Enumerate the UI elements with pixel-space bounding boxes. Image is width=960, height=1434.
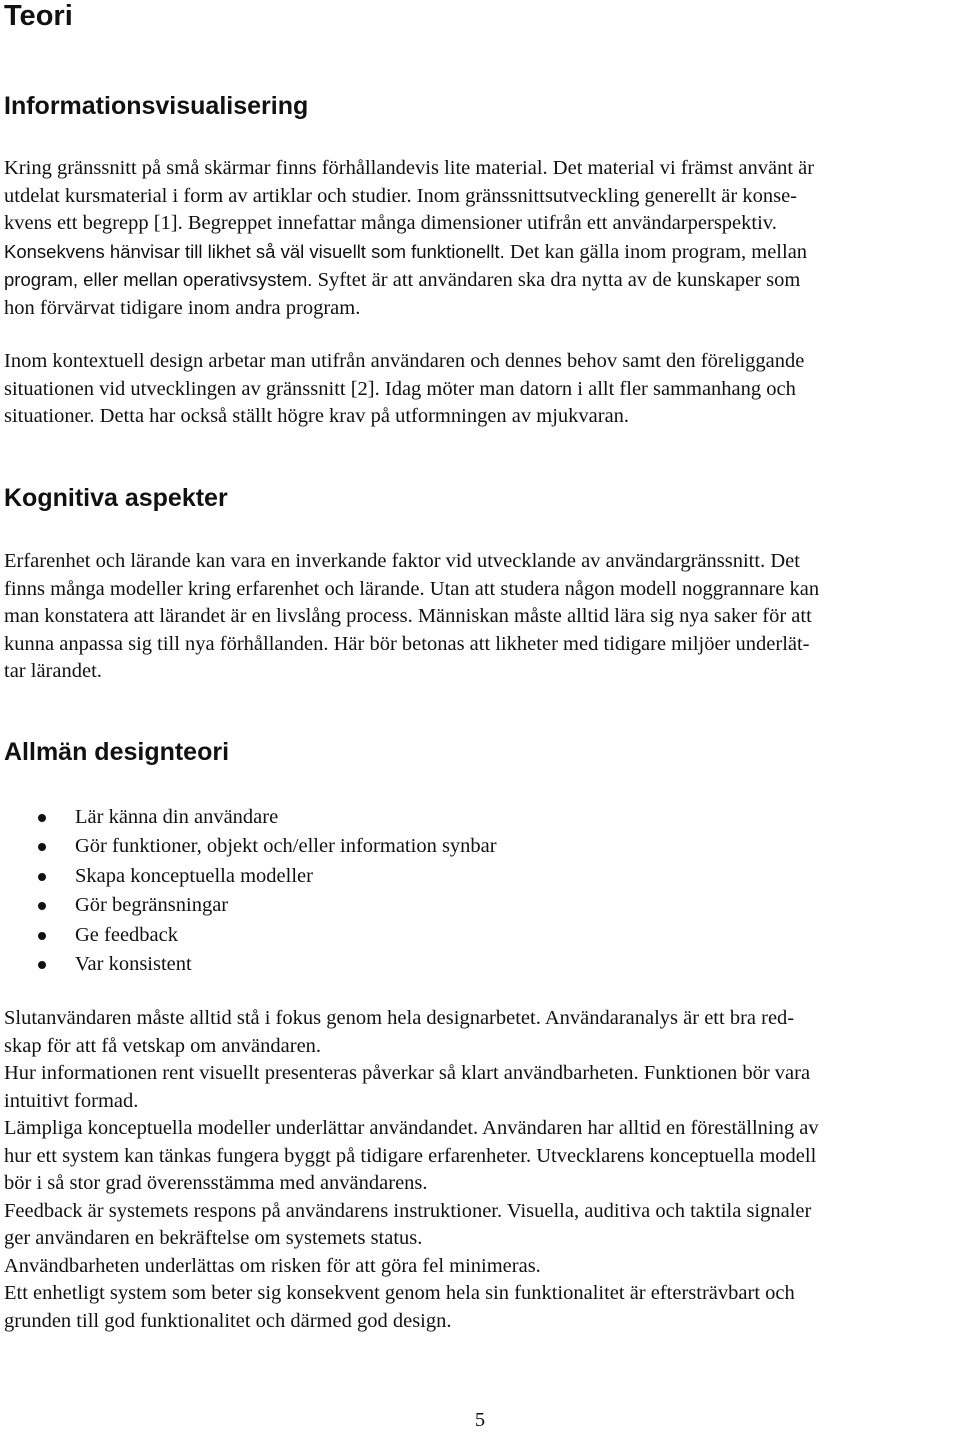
bullet-icon <box>38 873 46 881</box>
list-item-text: Ge feedback <box>75 923 179 946</box>
design-principles-list <box>0 803 497 979</box>
list-item <box>0 921 497 950</box>
text-line: Erfarenhet och lärande kan vara en inverkande faktor vid utvecklande av användargränssnitt. Det <box>4 550 800 572</box>
text-line: ger användaren en bekräftelse om systemets status. <box>4 1227 423 1249</box>
text-segment: Det kan gälla inom program, mellan <box>504 240 808 263</box>
text-line: Slutanvändaren måste alltid stå i fokus genom hela designarbetet. Användaranalys är ett bra red- <box>4 1007 795 1029</box>
heading-allman-designteori: Allmän designteori <box>4 738 230 766</box>
text-line: finns många modeller kring erfarenhet och lärande. Utan att studera någon modell noggrannare kan <box>4 577 820 600</box>
list-item <box>0 950 497 979</box>
paragraph-erfarenhet <box>4 548 819 686</box>
text-line: Hur informationen rent visuellt presenteras påverkar så klart användbarheten. Funktionen bör vara <box>4 1062 811 1084</box>
bullet-icon <box>38 932 46 940</box>
text-line: utdelat kursmaterial i form av artiklar och studier. Inom gränssnittsutveckling generellt är konse- <box>4 184 798 207</box>
list-item <box>0 891 497 920</box>
text-line: man konstatera att lärandet är en livslång process. Människan måste alltid lära sig nya saker för att <box>4 605 812 627</box>
paragraph-konsekvens <box>4 155 814 322</box>
list-item-text: Skapa konceptuella modeller <box>75 864 313 887</box>
list-item-text: Lär känna din användare <box>75 806 279 828</box>
text-segment: Konsekvens hänvisar till likhet så väl visuellt som funktionellt. <box>4 240 505 262</box>
bullet-icon <box>38 902 46 910</box>
text-line <box>4 266 814 295</box>
text-line: kvens ett begrepp [1]. Begreppet innefattar många dimensioner utifrån ett användarperspektiv. <box>4 212 777 234</box>
bullet-icon <box>38 843 46 851</box>
list-item <box>0 832 497 861</box>
paragraph-kontextuell-design <box>4 348 804 431</box>
text-line: grunden till god funktionalitet och därmed god design. <box>4 1309 452 1332</box>
text-line <box>4 238 814 267</box>
text-line: kunna anpassa sig till nya förhållanden. Här bör betonas att likheter med tidigare miljöer underlät- <box>4 632 810 655</box>
heading-kognitiva-aspekter: Kognitiva aspekter <box>4 484 228 512</box>
text-segment: Syftet är att användaren ska dra nytta av de kunskaper som <box>312 269 801 291</box>
heading-informationsvisualisering: Informationsvisualisering <box>4 92 309 120</box>
text-line: Kring gränssnitt på små skärmar finns förhållandevis lite material. Det material vi främst använt är <box>4 157 815 179</box>
bullet-icon <box>38 814 46 822</box>
text-line: Användbarheten underlättas om risken för att göra fel minimeras. <box>4 1254 541 1277</box>
bullet-icon <box>38 961 46 969</box>
text-line: situationen vid utvecklingen av gränssnitt [2]. Idag möter man datorn i allt fler sammanhang och <box>4 377 796 400</box>
text-line: Feedback är systemets respons på användarens instruktioner. Visuella, auditiva och taktila signaler <box>4 1199 812 1222</box>
text-line: intuitivt formad. <box>4 1089 139 1112</box>
list-item-text: Var konsistent <box>75 953 192 976</box>
list-item-text: Gör funktioner, objekt och/eller information synbar <box>75 835 497 858</box>
text-line: Inom kontextuell design arbetar man utifrån användaren och dennes behov samt den föreliggande <box>4 350 805 372</box>
page-number: 5 <box>474 1409 486 1431</box>
text-line: tar lärandet. <box>4 660 102 682</box>
list-item <box>0 862 497 891</box>
text-line: Ett enhetligt system som beter sig konsekvent genom hela sin funktionalitet är eftersträvbart och <box>4 1282 795 1304</box>
text-line: situationer. Detta har också ställt högre krav på utformningen av mjukvaran. <box>4 405 630 427</box>
list-item-text: Gör begränsningar <box>75 894 229 917</box>
text-segment: program, eller mellan operativsystem. <box>4 269 313 290</box>
paragraph-slutanvandaren <box>4 1005 819 1335</box>
text-line: Lämpliga konceptuella modeller underlättar användandet. Användaren har alltid en föreställning av <box>4 1117 819 1139</box>
list-item <box>0 803 497 832</box>
text-line: skap för att få vetskap om användaren. <box>4 1034 322 1057</box>
text-line: hon förvärvat tidigare inom andra program. <box>4 296 361 319</box>
text-line: bör i så stor grad överensstämma med användarens. <box>4 1172 428 1194</box>
page-title: Teori <box>4 0 73 32</box>
text-line: hur ett system kan tänkas fungera byggt på tidigare erfarenheter. Utvecklarens konceptuella modell <box>4 1144 817 1167</box>
